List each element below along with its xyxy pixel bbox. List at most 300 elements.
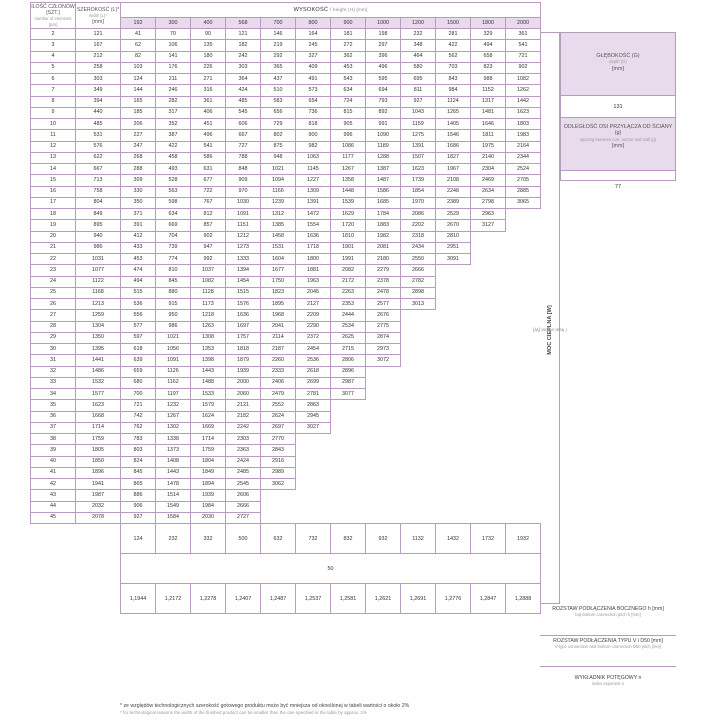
heat-output-cell: 493: [156, 164, 191, 175]
pitch-value-cell: 932: [366, 524, 401, 554]
heat-output-cell: 2699: [296, 377, 331, 388]
heat-output-cell: 3013: [401, 299, 436, 310]
elements-cell: 28: [31, 321, 76, 332]
empty-cell: [261, 501, 296, 512]
empty-cell: [366, 490, 401, 501]
heat-output-cell: 1901: [331, 242, 366, 253]
empty-cell: [401, 310, 436, 321]
heat-output-cell: 1385: [261, 220, 296, 231]
heat-output-cell: 902: [506, 62, 541, 73]
table-row: [31, 445, 541, 456]
heat-output-cell: 176: [156, 62, 191, 73]
heat-output-cell: 2874: [366, 332, 401, 343]
table-row: [31, 107, 541, 118]
empty-cell: [471, 265, 506, 276]
heat-output-cell: 815: [331, 107, 366, 118]
heat-output-cell: 348: [401, 40, 436, 51]
heat-output-cell: 2715: [331, 344, 366, 355]
heat-output-cell: 227: [121, 130, 156, 141]
exponent-value-cell: 1,2172: [156, 584, 191, 614]
heat-output-cell: 988: [471, 74, 506, 85]
elements-cell: 3: [31, 40, 76, 51]
heat-output-cell: 680: [121, 377, 156, 388]
heat-output-cell: 3077: [331, 389, 366, 400]
width-cell: 1304: [76, 321, 121, 332]
elements-cell: 32: [31, 366, 76, 377]
empty-cell: [436, 332, 471, 343]
heat-output-cell: 848: [226, 164, 261, 175]
heat-output-cell: 1030: [226, 197, 261, 208]
heat-output-cell: 2082: [331, 265, 366, 276]
heat-output-cell: 422: [156, 141, 191, 152]
empty-cell: [331, 467, 366, 478]
pitch-value-cell: 1132: [401, 524, 436, 554]
empty-cell: [261, 490, 296, 501]
heat-output-cell: 1472: [296, 209, 331, 220]
heat-output-cell: 1094: [261, 175, 296, 186]
heat-output-cell: 695: [401, 74, 436, 85]
width-cell: 2032: [76, 501, 121, 512]
width-header-sub: width (L)*: [89, 12, 107, 18]
empty-cell: [296, 479, 331, 490]
empty-cell: [436, 467, 471, 478]
pitch-value-cell: 1432: [436, 524, 471, 554]
elements-cell: 8: [31, 96, 76, 107]
heat-output-cell: 2898: [401, 287, 436, 298]
heat-output-cell: 2885: [506, 186, 541, 197]
heat-output-cell: 2344: [506, 152, 541, 163]
heat-output-cell: 2973: [366, 344, 401, 355]
empty-cell: [506, 209, 541, 220]
heat-output-cell: 2618: [296, 366, 331, 377]
heat-output-cell: 984: [436, 85, 471, 96]
heat-output-cell: 2263: [331, 287, 366, 298]
heat-output-cell: 857: [191, 220, 226, 231]
table-row: [31, 310, 541, 321]
empty-cell: [436, 287, 471, 298]
heat-output-cell: 2478: [366, 287, 401, 298]
empty-cell: [436, 377, 471, 388]
heat-output-cell: 272: [331, 40, 366, 51]
depth-label-cell: [561, 33, 675, 95]
heat-output-cell: 1685: [366, 197, 401, 208]
heat-output-cell: 900: [296, 130, 331, 141]
heat-output-cell: 992: [191, 254, 226, 265]
exponent-value-cell: 1,1944: [121, 584, 156, 614]
heat-output-cell: 803: [121, 445, 156, 456]
heat-output-cell: 1488: [191, 377, 226, 388]
heat-output-cell: 362: [331, 51, 366, 62]
heat-output-cell: 2279: [366, 265, 401, 276]
heat-output-cell: 947: [191, 242, 226, 253]
empty-cell: [401, 321, 436, 332]
heat-output-cell: 654: [296, 96, 331, 107]
heat-output-cell: 810: [156, 265, 191, 276]
empty-cell: [506, 287, 541, 298]
height-col-header: 700: [261, 18, 296, 29]
table-row: [31, 119, 541, 130]
table-row: [31, 197, 541, 208]
table-row: [31, 175, 541, 186]
empty-cell: [471, 287, 506, 298]
pitch-value-cell: 732: [296, 524, 331, 554]
heat-output-cell: 2697: [261, 422, 296, 433]
heat-output-cell: 1531: [261, 242, 296, 253]
wall-spacing-label: ODLEGŁOŚĆ OSI PRZYŁĄCZA OD ŚCIANY (g): [563, 124, 673, 137]
heat-output-cell: 146: [261, 29, 296, 40]
wall-spacing-sub: spacing between con- nector and wall (g): [579, 136, 657, 142]
width-cell: 1031: [76, 254, 121, 265]
heat-output-cell: 606: [226, 119, 261, 130]
heat-output-cell: 180: [191, 51, 226, 62]
empty-cell: [471, 501, 506, 512]
empty-cell: [471, 355, 506, 366]
d50-pitch-value: 50: [121, 554, 541, 584]
heat-output-cell: 2479: [261, 389, 296, 400]
empty-cell: [436, 479, 471, 490]
heat-output-cell: 365: [261, 62, 296, 73]
heat-output-cell: 1232: [156, 400, 191, 411]
wall-spacing-spacer: [560, 169, 676, 181]
heat-output-cell: 2863: [296, 400, 331, 411]
empty-cell: [506, 445, 541, 456]
elements-header: [31, 3, 76, 29]
heat-output-cell: 1159: [401, 119, 436, 130]
empty-cell: [436, 276, 471, 287]
heat-output-cell: 2963: [471, 209, 506, 220]
heat-output-cell: 1151: [226, 220, 261, 231]
heat-output-cell: 1391: [401, 141, 436, 152]
table-row: [31, 422, 541, 433]
heat-output-cell: 843: [436, 74, 471, 85]
pitch-label: ROZSTAW PODŁĄCZENIA BOCZNEGO h [mm]: [552, 606, 664, 612]
heat-output-cell: 1636: [226, 310, 261, 321]
empty-cell: [401, 456, 436, 467]
heat-output-cell: 618: [121, 344, 156, 355]
heat-output-cell: 1576: [226, 299, 261, 310]
width-cell: 804: [76, 197, 121, 208]
heat-output-cell: 491: [296, 74, 331, 85]
empty-cell: [506, 501, 541, 512]
heat-output-cell: 2378: [366, 276, 401, 287]
heat-output-cell: 1720: [331, 220, 366, 231]
heat-output-cell: 2127: [296, 299, 331, 310]
heat-output-cell: 927: [121, 512, 156, 523]
empty-cell: [401, 490, 436, 501]
exponent-value-cell: 1,2407: [226, 584, 261, 614]
empty-cell: [366, 501, 401, 512]
elements-cell: 5: [31, 62, 76, 73]
table-row: [31, 96, 541, 107]
heat-output-cell: 950: [156, 310, 191, 321]
depth-box: [560, 32, 676, 118]
wall-spacing-box: [560, 117, 676, 171]
heat-output-cell: 1481: [471, 107, 506, 118]
heat-output-cell: 2916: [261, 456, 296, 467]
heat-output-cell: 1804: [191, 456, 226, 467]
heat-output-cell: 2248: [436, 186, 471, 197]
heat-output-cell: 818: [296, 119, 331, 130]
elements-cell: 13: [31, 152, 76, 163]
heat-output-cell: 458: [156, 152, 191, 163]
heat-output-cell: 1262: [506, 85, 541, 96]
heat-output-cell: 144: [121, 85, 156, 96]
heat-output-cell: 1533: [191, 389, 226, 400]
heat-output-cell: 2121: [226, 400, 261, 411]
heat-output-cell: 1879: [226, 355, 261, 366]
heat-output-cell: 1082: [191, 276, 226, 287]
empty-cell: [296, 434, 331, 445]
empty-cell: [401, 332, 436, 343]
heat-output-cell: 82: [121, 51, 156, 62]
heat-output-cell: 1021: [261, 164, 296, 175]
width-cell: 622: [76, 152, 121, 163]
empty-cell: [366, 512, 401, 523]
heat-output-cell: 1982: [366, 231, 401, 242]
heat-output-cell: 1162: [156, 377, 191, 388]
heat-output-cell: 2987: [331, 377, 366, 388]
empty-cell: [471, 411, 506, 422]
elements-cell: 19: [31, 220, 76, 231]
empty-cell: [471, 512, 506, 523]
empty-cell: [436, 299, 471, 310]
heat-output-cell: 677: [191, 175, 226, 186]
table-row: [31, 62, 541, 73]
heat-output-cell: 2164: [506, 141, 541, 152]
pitch-value-cell: 832: [331, 524, 366, 554]
empty-cell: [331, 501, 366, 512]
empty-cell: [506, 254, 541, 265]
heat-output-cell: 1090: [366, 130, 401, 141]
width-cell: 167: [76, 40, 121, 51]
heat-output-cell: 2406: [261, 377, 296, 388]
empty-cell: [296, 512, 331, 523]
elements-cell: 20: [31, 231, 76, 242]
heat-output-cell: 1818: [226, 344, 261, 355]
heat-output-cell: 352: [156, 119, 191, 130]
empty-cell: [296, 456, 331, 467]
heat-output-cell: 1623: [401, 164, 436, 175]
empty-cell: [436, 400, 471, 411]
heat-output-cell: 1333: [226, 254, 261, 265]
elements-cell: 44: [31, 501, 76, 512]
heat-output-cell: 1669: [191, 422, 226, 433]
height-col-header: 800: [296, 18, 331, 29]
heat-output-cell: 247: [121, 141, 156, 152]
heat-output-cell: 721: [506, 51, 541, 62]
empty-cell: [366, 400, 401, 411]
heat-output-cell: 1967: [436, 164, 471, 175]
heat-output-cell: 1267: [156, 411, 191, 422]
heat-output-cell: 2534: [331, 321, 366, 332]
heat-output-cell: 1549: [156, 501, 191, 512]
heat-output-cell: 1373: [156, 445, 191, 456]
heat-output-cell: 3072: [366, 355, 401, 366]
height-header: [121, 3, 541, 18]
empty-cell: [331, 479, 366, 490]
empty-cell: [471, 254, 506, 265]
table-row: [31, 501, 541, 512]
heat-output-cell: 1166: [261, 186, 296, 197]
heat-output-cell: 2424: [226, 456, 261, 467]
heat-output-cell: 1515: [226, 287, 261, 298]
heat-output-cell: 996: [331, 130, 366, 141]
heat-output-cell: 1408: [156, 456, 191, 467]
elements-cell: 38: [31, 434, 76, 445]
heat-output-cell: 181: [331, 29, 366, 40]
elements-cell: 9: [31, 107, 76, 118]
heat-output-sub: / heat output [W]: [533, 327, 567, 333]
heat-output-cell: 845: [121, 467, 156, 478]
empty-cell: [331, 456, 366, 467]
heat-output-cell: 865: [121, 479, 156, 490]
width-cell: 212: [76, 51, 121, 62]
empty-cell: [436, 411, 471, 422]
heat-output-cell: 762: [121, 422, 156, 433]
elements-cell: 41: [31, 467, 76, 478]
heat-output-cell: 982: [296, 141, 331, 152]
heat-output-cell: 1405: [436, 119, 471, 130]
heat-output-cell: 268: [121, 152, 156, 163]
heat-output-cell: 2060: [226, 389, 261, 400]
heat-output-cell: 2782: [401, 276, 436, 287]
heat-output-cell: 1714: [191, 434, 226, 445]
width-cell: 849: [76, 209, 121, 220]
heat-output-cell: 406: [191, 107, 226, 118]
empty-cell: [506, 231, 541, 242]
width-cell: 1077: [76, 265, 121, 276]
heat-output-cell: 396: [366, 51, 401, 62]
heat-output-cell: 309: [121, 175, 156, 186]
empty-cell: [471, 321, 506, 332]
heat-output-cell: 2242: [226, 422, 261, 433]
heat-output-cell: 124: [121, 74, 156, 85]
empty-cell: [436, 389, 471, 400]
empty-cell: [471, 490, 506, 501]
elements-cell: 16: [31, 186, 76, 197]
heat-output-cell: 182: [226, 40, 261, 51]
depth-value: 131: [561, 95, 675, 117]
heat-output-cell: 496: [191, 130, 226, 141]
heat-output-cell: 2951: [436, 242, 471, 253]
table-row: [31, 29, 541, 40]
empty-cell: [401, 501, 436, 512]
empty-cell: [436, 366, 471, 377]
heat-output-cell: 659: [121, 366, 156, 377]
empty-cell: [471, 344, 506, 355]
heat-output-cell: 1810: [331, 231, 366, 242]
heat-output-cell: 2108: [436, 175, 471, 186]
heat-output-cell: 1718: [296, 242, 331, 253]
heat-output-cell: 1895: [261, 299, 296, 310]
heat-output-cell: 437: [261, 74, 296, 85]
empty-cell: [296, 445, 331, 456]
heat-output-cell: 2372: [296, 332, 331, 343]
heat-output-cell: 902: [191, 231, 226, 242]
width-cell: 1759: [76, 434, 121, 445]
heat-output-cell: 2209: [296, 310, 331, 321]
height-col-header: 1000: [366, 18, 401, 29]
empty-cell: [506, 490, 541, 501]
table-row: [31, 85, 541, 96]
empty-cell: [471, 276, 506, 287]
heat-output-cell: 2389: [436, 197, 471, 208]
heat-output-cell: 3027: [296, 422, 331, 433]
heat-output-cell: 736: [296, 107, 331, 118]
heat-output-cell: 767: [191, 197, 226, 208]
empty-cell: [331, 490, 366, 501]
elements-header-sub: number of elements [pcs]: [34, 15, 72, 27]
table-row: [31, 40, 541, 51]
heat-output-cell: 892: [366, 107, 401, 118]
heat-output-cell: 724: [331, 96, 366, 107]
heat-output-cell: 1442: [506, 96, 541, 107]
empty-cell: [471, 456, 506, 467]
empty-cell: [366, 434, 401, 445]
heat-output-cell: 1757: [226, 332, 261, 343]
empty-cell: [471, 422, 506, 433]
exponent-value-cell: 1,2888: [506, 584, 541, 614]
heat-output-cell: 1128: [191, 287, 226, 298]
heat-output-cell: 1443: [191, 366, 226, 377]
height-col-header: 192: [121, 18, 156, 29]
table-row: [31, 490, 541, 501]
d50-sub: V-type connection and bottom connection D50 pitch [mm]: [554, 644, 662, 649]
empty-cell: [366, 445, 401, 456]
heat-output-cell: 667: [226, 130, 261, 141]
heat-output-cell: 121: [226, 29, 261, 40]
heat-output-cell: 2290: [296, 321, 331, 332]
pitch-sub: top-bottom connection pitch h [mm]: [575, 612, 641, 617]
table-row: [31, 389, 541, 400]
heat-output-cell: 2140: [471, 152, 506, 163]
elements-cell: 36: [31, 411, 76, 422]
width-cell: 1532: [76, 377, 121, 388]
heat-output-cell: 433: [121, 242, 156, 253]
width-cell: 349: [76, 85, 121, 96]
empty-cell: [436, 445, 471, 456]
heat-output-cell: 541: [191, 141, 226, 152]
exponent-sub: index exponent n: [592, 681, 624, 686]
heat-output-cell: 556: [121, 310, 156, 321]
empty-cell: [436, 501, 471, 512]
heat-output-cell: 303: [226, 62, 261, 73]
heat-output-cell: 474: [121, 265, 156, 276]
width-cell: 895: [76, 220, 121, 231]
pitch-value-cell: 332: [191, 524, 226, 554]
table-row: [31, 74, 541, 85]
heat-output-cell: 2810: [436, 231, 471, 242]
heat-output-cell: 2180: [366, 254, 401, 265]
width-cell: 758: [76, 186, 121, 197]
empty-cell: [436, 344, 471, 355]
heat-output-cell: 1586: [366, 186, 401, 197]
pitch-value-cell: 232: [156, 524, 191, 554]
heat-output-cell: 1546: [436, 130, 471, 141]
heat-output-cell: 1391: [296, 197, 331, 208]
table-row: [31, 467, 541, 478]
heat-output-cell: 2550: [401, 254, 436, 265]
heat-output-cell: 453: [121, 254, 156, 265]
heat-output-cell: 2260: [261, 355, 296, 366]
heat-output-cell: 281: [436, 29, 471, 40]
heat-output-cell: 704: [156, 231, 191, 242]
heat-output-cell: 90: [191, 29, 226, 40]
empty-cell: [471, 479, 506, 490]
elements-cell: 25: [31, 287, 76, 298]
heat-output-cell: 422: [436, 40, 471, 51]
heat-output-cell: 1124: [436, 96, 471, 107]
